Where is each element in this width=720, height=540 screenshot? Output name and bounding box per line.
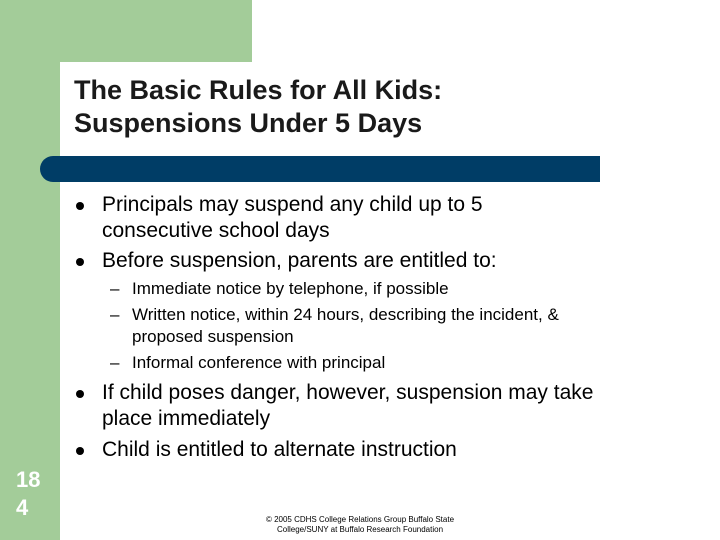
bullet-text-line: Principals may suspend any child up to 5 bbox=[102, 193, 483, 216]
bullet-item bbox=[102, 437, 702, 463]
sub-bullet-text-line: Informal conference with principal bbox=[132, 353, 386, 372]
slide-number-line-2: 4 bbox=[16, 495, 29, 520]
sub-bullet-text-line: proposed suspension bbox=[132, 327, 294, 346]
dash-marker: – bbox=[110, 305, 120, 324]
sub-bullet-text-line: Immediate notice by telephone, if possible bbox=[132, 279, 449, 298]
bullet-text-line: Child is entitled to alternate instruction bbox=[102, 438, 457, 461]
bullet-dot-icon bbox=[76, 447, 84, 455]
sub-bullet-text-line: Written notice, within 24 hours, describing the incident, & bbox=[132, 305, 559, 324]
title-line-2: Suspensions Under 5 Days bbox=[74, 108, 423, 138]
sub-bullet-item bbox=[110, 304, 692, 348]
title-line-1: The Basic Rules for All Kids: bbox=[74, 75, 443, 105]
bullet-item bbox=[102, 248, 702, 274]
dash-marker: – bbox=[110, 353, 120, 372]
bullet-dot-icon bbox=[76, 258, 84, 266]
bullet-item bbox=[102, 192, 702, 244]
footer-line-1: © 2005 CDHS College Relations Group Buffalo State bbox=[265, 515, 455, 524]
bullet-dot-icon bbox=[76, 202, 84, 210]
sub-bullet-item bbox=[110, 352, 692, 374]
bullet-text-line: consecutive school days bbox=[102, 219, 330, 242]
footer-line-2: College/SUNY at Buffalo Research Foundation bbox=[276, 525, 444, 534]
bullet-text-line: Before suspension, parents are entitled to: bbox=[102, 249, 497, 272]
dash-marker: – bbox=[110, 279, 120, 298]
sub-bullet-item bbox=[110, 278, 692, 300]
copyright-footer bbox=[220, 515, 500, 535]
bullet-dot-icon bbox=[76, 390, 84, 398]
bullet-text-line: If child poses danger, however, suspension may take bbox=[102, 381, 594, 404]
bullet-item bbox=[102, 380, 702, 432]
bullet-text-line: place immediately bbox=[102, 407, 271, 430]
slide-number bbox=[16, 466, 56, 522]
slide-number-line-1: 18 bbox=[16, 467, 41, 492]
